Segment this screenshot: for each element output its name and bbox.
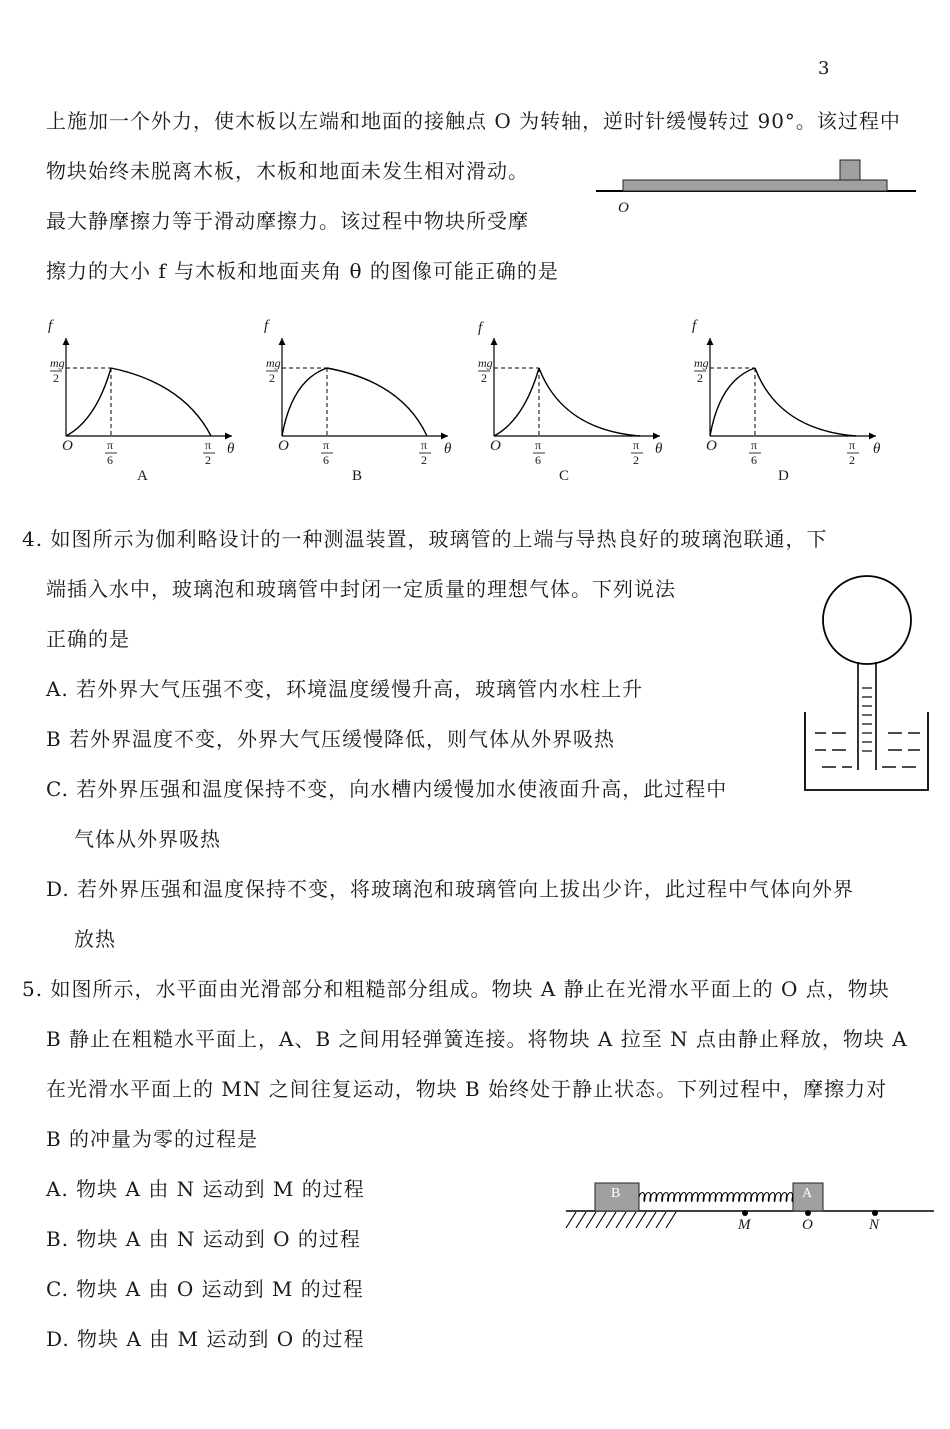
graph-c-tick2-den: 2 [633,453,639,467]
block-b-label: B [611,1186,621,1201]
q4-option-b: B 若外界温度不变，外界大气压缓慢降低，则气体从外界吸热 [46,727,616,751]
graph-c-x-arrow [653,433,660,440]
q3-line-3: 最大静摩擦力等于滑动摩擦力。该过程中物块所受摩 [46,209,529,233]
graph-c-y-label: f [478,320,483,336]
graph-b-tick1-den: 6 [323,453,329,467]
graph-d-tick2-num: π [849,438,856,452]
tube-water-column [862,688,872,751]
graph-a-curve-fall [111,368,211,436]
graph-a-tick2-num: π [205,438,212,452]
board-pivot-label: O [618,200,629,216]
q5-option-a: A. 物块 A 由 N 运动到 M 的过程 [46,1177,365,1201]
graph-d-tick1-num: π [751,438,758,452]
graph-b [279,338,449,440]
graph-a-y-arrow [63,338,70,345]
graph-c-peak-num: mg [478,356,493,370]
graph-d-peak-num: mg [694,356,709,370]
q3-line-2: 物块始终未脱离木板，木板和地面未发生相对滑动。 [46,159,529,183]
graph-a-peak-num: mg [50,356,65,370]
rough-surface-hatching [566,1212,676,1228]
point-o-dot [805,1210,811,1216]
wooden-board [623,180,887,191]
graph-a-y-label: f [48,318,53,334]
q4-option-c-cont: 气体从外界吸热 [74,827,221,851]
graph-a-tick1-den: 6 [107,453,113,467]
point-n-dot [872,1210,878,1216]
graph-a-origin: O [62,438,73,454]
page-number: 3 [818,58,830,79]
graph-b-x-arrow [441,433,448,440]
graph-d-peak-den: 2 [697,371,703,385]
graph-c-option: C [559,468,570,484]
graph-c-origin: O [490,438,501,454]
q3-line-1: 上施加一个外力，使木板以左端和地面的接触点 O 为转轴，逆时针缓慢转过 90°。该过程中 [46,109,901,133]
graph-a-tick2-den: 2 [205,453,211,467]
graph-b-x-label: θ [444,441,452,457]
graph-c-tick1-den: 6 [535,453,541,467]
q5-option-b: B. 物块 A 由 N 运动到 O 的过程 [46,1227,361,1251]
graph-c-curve-rise [494,368,539,436]
graph-d-origin: O [706,438,717,454]
graph-a-tick1-num: π [107,438,114,452]
graph-a-peak-den: 2 [53,371,59,385]
point-m-dot [742,1210,748,1216]
q5-line-1: 5. 如图所示，水平面由光滑部分和粗糙部分组成。物块 A 静止在光滑水平面上的 O 点，物块 [22,977,890,1001]
graph-b-curve-fall [327,368,427,436]
graph-b-tick1-num: π [323,438,330,452]
glass-bulb [823,576,911,664]
graph-b-origin: O [278,438,289,454]
graph-d [707,338,877,440]
graph-a [63,338,233,440]
q5-option-c: C. 物块 A 由 O 运动到 M 的过程 [46,1277,364,1301]
graph-d-x-label: θ [873,441,881,457]
point-n-label: N [869,1217,880,1233]
q5-option-d: D. 物块 A 由 M 运动到 O 的过程 [46,1327,365,1351]
graph-c [491,338,661,440]
q4-option-c: C. 若外界压强和温度保持不变，向水槽内缓慢加水使液面升高，此过程中 [46,777,728,801]
q5-line-2: B 静止在粗糙水平面上，A、B 之间用轻弹簧连接。将物块 A 拉至 N 点由静止释放，物块 A [46,1027,908,1051]
q4-option-d: D. 若外界压强和温度保持不变，将玻璃泡和玻璃管向上拔出少许，此过程中气体向外界 [46,877,855,901]
point-m-label: M [738,1217,751,1233]
graph-d-y-label: f [692,318,697,334]
q5-line-3: 在光滑水平面上的 MN 之间往复运动，物块 B 始终处于静止状态。下列过程中，摩擦力对 [46,1077,888,1101]
graph-c-x-label: θ [655,441,663,457]
graph-b-peak-num: mg [266,356,281,370]
thermometer-apparatus [805,576,928,790]
graph-d-tick1-den: 6 [751,453,757,467]
graph-d-tick2-den: 2 [849,453,855,467]
graph-d-curve-rise [710,368,755,436]
q4-option-d-cont: 放热 [74,927,116,951]
graph-b-curve-rise [282,368,327,436]
graph-d-option: D [778,468,789,484]
graph-b-tick2-num: π [421,438,428,452]
q3-line-4: 擦力的大小 f 与木板和地面夹角 θ 的图像可能正确的是 [46,259,559,283]
graph-b-option: B [352,468,363,484]
graph-a-x-label: θ [227,441,235,457]
graph-b-peak-den: 2 [269,371,275,385]
graph-b-tick2-den: 2 [421,453,427,467]
q4-line-1: 4. 如图所示为伽利略设计的一种测温装置，玻璃管的上端与导热良好的玻璃泡联通，下 [22,527,828,551]
point-o-label: O [802,1217,813,1233]
graph-c-curve-fall [539,368,640,436]
graph-d-y-arrow [707,338,714,345]
graph-b-y-arrow [279,338,286,345]
small-block [840,160,860,180]
graph-c-peak-den: 2 [481,371,487,385]
block-a-label: A [802,1186,813,1201]
graph-a-x-arrow [225,433,232,440]
spring [639,1193,793,1202]
graph-c-tick2-num: π [633,438,640,452]
graph-c-y-arrow [491,338,498,345]
q4-option-a: A. 若外界大气压强不变，环境温度缓慢升高，玻璃管内水柱上升 [46,677,644,701]
tank-water-lines [815,733,920,767]
graph-a-curve-rise [66,368,111,436]
graph-d-curve-fall [755,368,856,436]
q4-line-3: 正确的是 [46,627,130,651]
graph-a-option: A [137,468,148,484]
graph-d-x-arrow [869,433,876,440]
graph-b-y-label: f [264,318,269,334]
q4-line-2: 端插入水中，玻璃泡和玻璃管中封闭一定质量的理想气体。下列说法 [46,577,676,601]
graph-c-tick1-num: π [535,438,542,452]
q5-line-4: B 的冲量为零的过程是 [46,1127,259,1151]
